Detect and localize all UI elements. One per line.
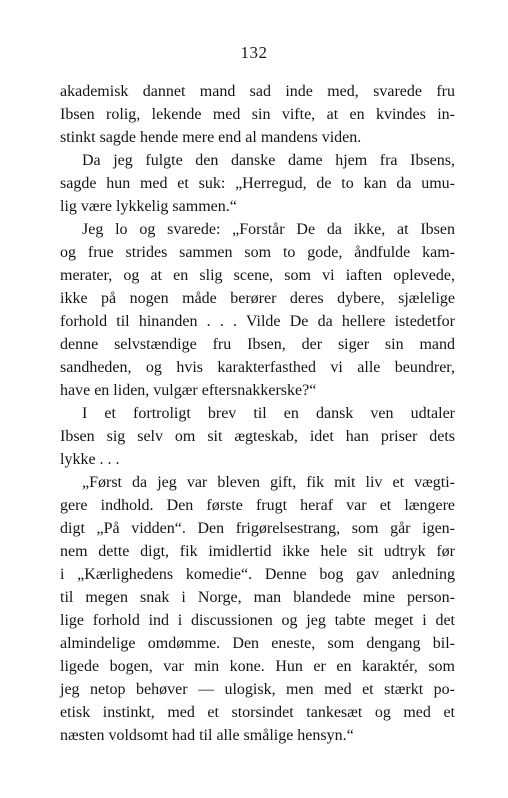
body-text — [60, 80, 455, 747]
text-line: Ibsen sig selv om sit ægteskab, idet han priser dets — [60, 428, 455, 445]
text-line: have en liden, vulgær eftersnakkerske?“ — [60, 382, 317, 399]
text-line: lig være lykkelig sammen.“ — [60, 198, 237, 215]
text-line: merater, og at en slig scene, som vi iaften oplevede, — [60, 267, 455, 284]
text-line: jeg netop behøver — ulogisk, men med et stærkt po- — [60, 681, 455, 698]
text-line: „Først da jeg var bleven gift, fik mit liv et vægti- — [82, 474, 455, 491]
text-line: digt „På vidden“. Den frigørelsestrang, som går igen- — [60, 520, 455, 537]
text-line: Ibsen rolig, lekende med sin vifte, at en kvindes in- — [60, 106, 455, 123]
text-line: lige forhold ind i discussionen og jeg tabte meget i det — [60, 612, 455, 629]
text-line: almindelige omdømme. Den eneste, som dengang bil- — [60, 635, 455, 652]
text-line: forhold til hinanden . . . Vilde De da hellere istedetfor — [60, 313, 455, 330]
text-line: sandheden, og hvis karakterfasthed vi alle beundrer, — [60, 359, 455, 376]
text-line: gere indhold. Den første frugt heraf var et længere — [60, 497, 455, 514]
text-line: I et fortroligt brev til en dansk ven udtaler — [82, 405, 455, 422]
text-line: til megen snak i Norge, man blandede mine person- — [60, 589, 455, 606]
text-line: næsten voldsomt had til alle smålige hensyn.“ — [60, 727, 354, 744]
text-line: akademisk dannet mand sad inde med, svarede fru — [60, 83, 455, 100]
text-line: stinkt sagde hende mere end al mandens viden. — [60, 129, 362, 146]
text-line: og frue strides sammen som to gode, åndfulde kam- — [60, 244, 455, 261]
text-line: sagde hun med et suk: „Herregud, de to kan da umu- — [60, 175, 455, 192]
text-line: nem dette digt, fik imidlertid ikke hele sit udtryk før — [60, 543, 455, 560]
text-line: denne selvstændige fru Ibsen, der siger sin mand — [60, 336, 455, 353]
text-line: Da jeg fulgte den danske dame hjem fra Ibsens, — [82, 152, 455, 169]
text-line: lykke . . . — [60, 451, 120, 468]
page-number: 132 — [240, 43, 268, 62]
text-line: ikke på nogen måde berører deres dybere, sjælelige — [60, 290, 455, 307]
text-line: etisk instinkt, med et storsindet tankesæt og med et — [60, 704, 455, 721]
text-line: Jeg lo og svarede: „Forstår De da ikke, at Ibsen — [82, 221, 455, 238]
text-line: i „Kærlighedens komedie“. Denne bog gav anledning — [60, 566, 455, 583]
text-line: ligede bogen, var min kone. Hun er en karaktér, som — [60, 658, 455, 675]
